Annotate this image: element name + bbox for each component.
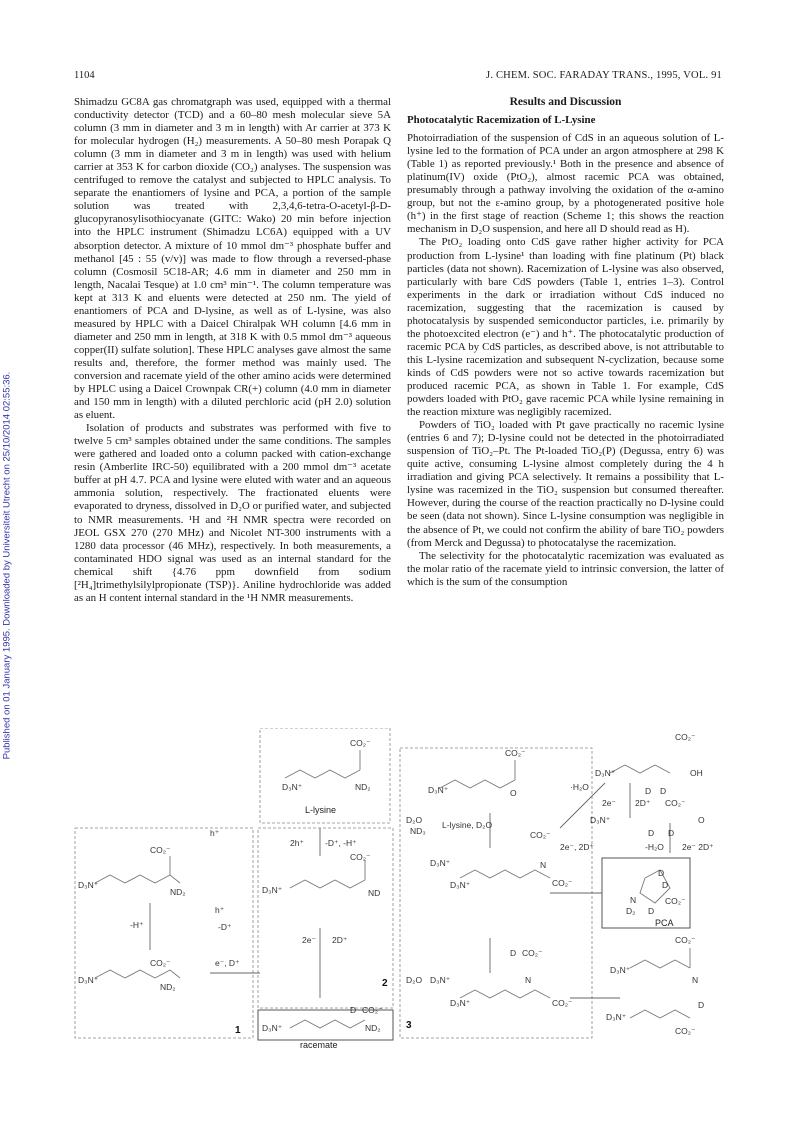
scheme-co2-15: CO₂⁻ — [675, 1026, 696, 1036]
scheme-box-label-1: 1 — [235, 1025, 241, 1036]
scheme-d3n-1: D₃N⁺ — [282, 782, 303, 792]
scheme-co2-8: CO₂⁻ — [552, 878, 573, 888]
scheme-nd2-3: ND₂ — [160, 982, 176, 992]
journal-header: J. CHEM. SOC. FARADAY TRANS., 1995, VOL. 91 — [486, 70, 722, 81]
scheme-n-4: N — [692, 975, 699, 985]
scheme-d2o-1: D₂O — [406, 815, 423, 825]
scheme-d-7: D — [658, 868, 665, 878]
scheme-d-5: D — [648, 828, 655, 838]
scheme-step-minus-h2o-2: -H₂O — [645, 842, 664, 852]
scheme-d3n-5: D₃N⁺ — [262, 1023, 283, 1033]
scheme-box-label-2: 2 — [382, 978, 388, 989]
scheme-o: O — [510, 788, 517, 798]
paragraph-pto2-loading: The PtO₂ loading onto CdS gave rather higher activity for PCA production from L-lysine¹ than loading with fine platinum (Pt) black particles (data not shown). Racemization of L-lysine was also observed, particularly with bare CdS powders (Table 1, entries 1–3). Control experiments in the dark or irradiation without CdS induced no racemization, suggesting that the racemization is caused by photocatalysis by suspended semiconductor particles, i.e. primarily by the photoexcited electron (e⁻) and h⁺. The photocatalytic production of racemic PCA by CdS particles, as described above, is not attributable to this L-lysine racemization and subsequent N-cyclization, because some kinds of CdS powders were not so active towards racemization but produced racemic PCA, as shown in Table 1. For example, CdS powders loaded with PtO₂ gave racemic PCA while lysine remaining in the reaction mixture was negligibly racemized. — [407, 236, 724, 419]
scheme-co2-4: CO₂⁻ — [350, 852, 371, 862]
scheme-o-2: O — [698, 815, 705, 825]
scheme-d-1: D — [350, 1005, 357, 1015]
scheme-step-minus-d-minus-h: -D⁺, -H⁺ — [325, 838, 357, 848]
scheme-l-lysine-label: L-lysine — [305, 805, 337, 815]
subsection-title: Photocatalytic Racemization of L-Lysine — [407, 114, 596, 127]
download-note: Published on 01 January 1995. Downloaded by Universiteit Utrecht on 25/10/2014 02:55:36. — [1, 371, 13, 760]
scheme-d3n-6: D₃N⁺ — [428, 785, 449, 795]
scheme-d2o-2: D₂O — [406, 975, 423, 985]
scheme-co2-1: CO₂⁻ — [350, 738, 371, 748]
scheme-d3n-12: D₃N⁺ — [590, 815, 611, 825]
scheme-nd2-2: ND₂ — [170, 887, 186, 897]
scheme-d3n-11: D₃N⁺ — [595, 768, 616, 778]
left-column — [74, 96, 391, 605]
scheme-step-2e-2d-2: 2e⁻ 2D⁺ — [682, 842, 714, 852]
scheme-d3n-4: D₃N⁺ — [262, 885, 283, 895]
scheme-n-1: N — [540, 860, 547, 870]
scheme-step-2e: 2e⁻ — [302, 935, 316, 945]
scheme-step-h-plus: h⁺ — [210, 828, 220, 838]
scheme-d-3: D — [645, 786, 652, 796]
scheme-d3n-9: D₃N⁺ — [430, 975, 451, 985]
scheme-d-6: D — [668, 828, 675, 838]
scheme-d2: D₂ — [626, 906, 636, 916]
paragraph-selectivity: The selectivity for the photocatalytic racemization was evaluated as the molar ratio of the racemate yield to intrinsic conversion, the latter of which is the sum of the consumption — [407, 549, 724, 588]
scheme-co2-5: CO₂⁻ — [362, 1005, 383, 1015]
scheme-co2-3: CO₂⁻ — [150, 958, 171, 968]
scheme-nd2-1: ND₂ — [355, 782, 371, 792]
scheme-co2-7: CO₂⁻ — [530, 830, 551, 840]
scheme-step-2d-right: 2D⁺ — [635, 798, 651, 808]
scheme-d-10: D — [698, 1000, 705, 1010]
scheme-step-h-plus-2: h⁺ — [215, 905, 225, 915]
scheme-step-2e-2d: 2e⁻, 2D⁺ — [560, 842, 595, 852]
scheme-box-2 — [258, 828, 393, 1008]
scheme-step-minus-d: -D⁺ — [218, 922, 232, 932]
scheme-step-minus-h: -H⁺ — [130, 920, 144, 930]
scheme-d3n-8: D₃N⁺ — [450, 880, 471, 890]
scheme-co2-9: CO₂⁻ — [522, 948, 543, 958]
section-title: Results and Discussion — [509, 96, 622, 108]
scheme-oh: OH — [690, 768, 703, 778]
scheme-d3n-7: D₃N⁺ — [430, 858, 451, 868]
scheme-step-l-lysine-d2o: L-lysine, D₂O — [442, 820, 493, 830]
scheme-step-2d: 2D⁺ — [332, 935, 348, 945]
scheme-n-2: N — [525, 975, 532, 985]
scheme-step-2e-right: 2e⁻ — [602, 798, 616, 808]
scheme-step-2h: 2h⁺ — [290, 838, 304, 848]
page-number: 1104 — [74, 70, 95, 81]
scheme-step-minus-h2o: ·H₂O — [570, 782, 589, 792]
scheme-nd3: ND₃ — [410, 826, 426, 836]
scheme-d3n-14: D₃N⁺ — [606, 1012, 627, 1022]
scheme-box-label-3: 3 — [406, 1020, 412, 1031]
scheme-co2-10: CO₂⁻ — [552, 998, 573, 1008]
scheme-step-e-d: e⁻, D⁺ — [215, 958, 240, 968]
scheme-pca-label: PCA — [655, 918, 674, 928]
scheme-nd2-4: ND₂ — [365, 1023, 381, 1033]
scheme-drawing — [70, 728, 725, 1048]
scheme-d3n-3: D₃N⁺ — [78, 975, 99, 985]
paragraph-tio2-powders: Powders of TiO₂ loaded with Pt gave practically no racemic lysine (entries 6 and 7); D-lysine could not be detected in the photoirradiated suspension of TiO₂–Pt. The Pt-loaded TiO₂(P) (Degussa, entry 6) was quite active, consuming L-lysine almost completely during the 4 h irradiation and giving PCA selectively. It remains a possibility that L-lysine was racemized in the TiO₂ suspension but consumed thereafter. However, during the course of the reaction practically no D-lysine could be seen (data not shown). Since L-lysine consumption was negligible in the absence of Pt, we could not confirm the ability of bare TiO₂ powders (from Merck and Degussa) to photocatalyse the racemization. — [407, 419, 724, 549]
scheme-d-9: D — [648, 906, 655, 916]
scheme-co2-6: CO₂⁻ — [505, 748, 526, 758]
scheme-co2-13: CO₂⁻ — [665, 896, 686, 906]
scheme-box-pca — [602, 858, 690, 928]
scheme-d3n-2: D₃N⁺ — [78, 880, 99, 890]
scheme-co2-14: CO₂⁻ — [675, 935, 696, 945]
scheme-nd: ND — [368, 888, 381, 898]
scheme-co2-12: CO₂⁻ — [665, 798, 686, 808]
scheme-d-2: D — [510, 948, 517, 958]
scheme-d3n-10: D₃N⁺ — [450, 998, 471, 1008]
scheme-d3n-13: D₃N⁺ — [610, 965, 631, 975]
scheme-d-8: D — [662, 880, 669, 890]
paragraph-photoirradiation: Photoirradiation of the suspension of CdS in an aqueous solution of L-lysine led to the formation of PCA under an argon atmosphere at 298 K (Table 1) as reported previously.¹ Both in the presence and absence of platinum(IV) oxide (PtO₂), almost racemic PCA was obtained, presumably through a pathway involving the oxidation of the α-amino group, but not the ε-amino group, by a photogenerated positive hole (h⁺) in the first stage of reaction (Scheme 1; this shows the reaction mechanism in D₂O suspension, and here all D should read as H). — [407, 132, 724, 236]
paragraph-methods-hplc: Shimadzu GC8A gas chromatgraph was used, equipped with a thermal conductivity detector (TCD) and a 60–80 mesh molecular sieve 5A column (3 mm in diameter and 3 m in length) with Ar carrier at 373 K for molecular hydrogen (H₂) measurements. A 50–80 mesh Porapak Q column (3 mm in diameter and 3 m in length) was used with helium carrier at 353 K for carbon dioxide (CO₂) analyses. The suspension was centrifuged to remove the catalyst and subjected to HPLC analysis. To separate the enantiomers of lysine and PCA, a portion of the sample solution was treated with 2,3,4,6-tetra-O-acetyl-β-D-glucopyranosylisothiocyanate (GITC: Wako) 20 min before injection into the HPLC instrument (Shimadzu LC6A) equipped with a UV absorption detector. A mixture of 10 mmol dm⁻³ phosphate buffer and methanol [45 : 55 (v/v)] was made to flow through a reversed-phase column (Cosmosil 5C18-AR; 4.6 mm in diameter and 250 mm in length, Nacalai Tesque) at 1.0 cm³ min⁻¹. The column temperature was kept at 313 K and eluents were detected at 250 nm. The yield of enantiomers of PCA and D-lysine, as well as of L-lysine, was also measured by HPLC with a Daicel Chiralpak WH column [4.6 mm in diameter and 250 mm in length, at 318 K with 0.5 mmol dm⁻³ aqueous copper(II) sulfate solution]. These HPLC analyses gave almost the same results and, therefore, the former method was mainly used. The conversion and racemate yield of the other amino acids were determined by HPLC using a Daicel Crownpak CR(+) column (4.0 mm in diameter and 150 mm in length) with a diluted perchloric acid (pH 2.0) solution as eluent. — [74, 96, 391, 422]
scheme-n-3: N — [630, 895, 637, 905]
paragraph-isolation: Isolation of products and substrates was performed with five to twelve 5 cm³ samples obtained under the same conditions. The samples were gathered and loaded onto a column packed with cation-exchange resin (Amberlite IRC-50) equilibrated with a 200 mmol dm⁻³ acetate buffer at pH 4.7. PCA and lysine were eluted with water and an aqueous ammonia solution, respectively. The fractionated eluents were evaporated to dryness, dissolved in D₂O or purified water, and subjected to NMR measurements. ¹H and ²H NMR spectra were recorded on JEOL GSX 270 (270 MHz) and Nicolet NT-300 instruments with a 1280 data processor (46 MHz), respectively. In both measurements, a contaminated HDO signal was used as an internal standard for the chemical shift {4.76 ppm downfield from sodium [²H₄]trimethylsilylpropionate (TSP)}. Aniline hydrochloride was added as an H content internal standard in the ¹H NMR measurements. — [74, 422, 391, 604]
scheme-co2-11: CO₂⁻ — [675, 732, 696, 742]
scheme-box-1 — [75, 828, 253, 1038]
scheme-co2-2: CO₂⁻ — [150, 845, 171, 855]
reaction-scheme — [70, 728, 725, 1048]
scheme-racemate-label: racemate — [300, 1040, 338, 1048]
download-watermark — [0, 330, 14, 810]
scheme-d-4: D — [660, 786, 667, 796]
right-column — [407, 96, 724, 589]
